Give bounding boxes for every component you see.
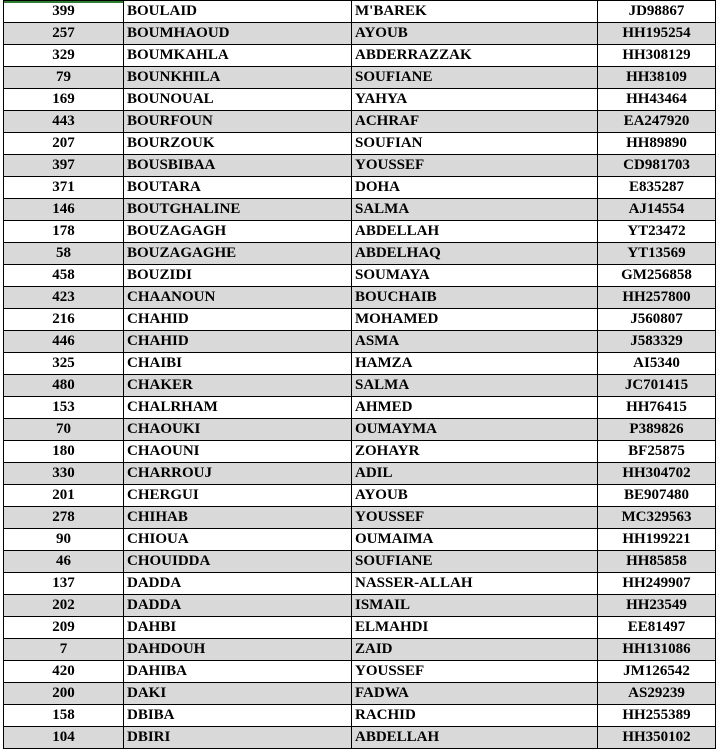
cell-number[interactable]: 330 bbox=[4, 463, 124, 485]
cell-first-name[interactable]: DOHA bbox=[352, 177, 598, 199]
cell-id-number[interactable]: EA247920 bbox=[598, 111, 716, 133]
cell-last-name[interactable]: CHAOUNI bbox=[124, 441, 352, 463]
cell-last-name[interactable]: DBIBA bbox=[124, 705, 352, 727]
cell-first-name[interactable]: ADIL bbox=[352, 463, 598, 485]
table-row bbox=[4, 221, 716, 243]
cell-first-name[interactable]: SOUFIANE bbox=[352, 551, 598, 573]
table-row bbox=[4, 177, 716, 199]
cell-id-number[interactable]: JM126542 bbox=[598, 661, 716, 683]
cell-id-number[interactable]: EE81497 bbox=[598, 617, 716, 639]
cell-number[interactable]: 207 bbox=[4, 133, 124, 155]
cell-number[interactable]: 257 bbox=[4, 23, 124, 45]
cell-first-name[interactable]: M'BAREK bbox=[352, 1, 598, 23]
table-row bbox=[4, 111, 716, 133]
cell-last-name[interactable]: BOUZIDI bbox=[124, 265, 352, 287]
table-row bbox=[4, 331, 716, 353]
cell-last-name[interactable]: BOUSBIBAA bbox=[124, 155, 352, 177]
cell-last-name[interactable]: BOUMKAHLA bbox=[124, 45, 352, 67]
cell-id-number[interactable]: JD98867 bbox=[598, 1, 716, 23]
cell-number[interactable]: 480 bbox=[4, 375, 124, 397]
cell-last-name[interactable]: DAHIBA bbox=[124, 661, 352, 683]
cell-number[interactable]: 397 bbox=[4, 155, 124, 177]
cell-number[interactable]: 146 bbox=[4, 199, 124, 221]
cell-id-number[interactable]: HH199221 bbox=[598, 529, 716, 551]
cell-id-number[interactable]: AJ14554 bbox=[598, 199, 716, 221]
table-row bbox=[4, 89, 716, 111]
cell-number[interactable]: 178 bbox=[4, 221, 124, 243]
table-row bbox=[4, 353, 716, 375]
table-row bbox=[4, 639, 716, 661]
cell-first-name[interactable]: YOUSSEF bbox=[352, 661, 598, 683]
cell-first-name[interactable]: YOUSSEF bbox=[352, 155, 598, 177]
table-row bbox=[4, 463, 716, 485]
cell-first-name[interactable]: YOUSSEF bbox=[352, 507, 598, 529]
cell-number[interactable]: 216 bbox=[4, 309, 124, 331]
table-row bbox=[4, 67, 716, 89]
cell-id-number[interactable]: HH85858 bbox=[598, 551, 716, 573]
cell-first-name[interactable]: ABDELLAH bbox=[352, 221, 598, 243]
cell-number[interactable]: 325 bbox=[4, 353, 124, 375]
table-row bbox=[4, 243, 716, 265]
cell-last-name[interactable]: BOURFOUN bbox=[124, 111, 352, 133]
candidates-table bbox=[3, 0, 716, 749]
cell-number[interactable]: 446 bbox=[4, 331, 124, 353]
cell-first-name[interactable]: ACHRAF bbox=[352, 111, 598, 133]
cell-first-name[interactable]: SALMA bbox=[352, 199, 598, 221]
cell-id-number[interactable]: HH257800 bbox=[598, 287, 716, 309]
cell-id-number[interactable]: MC329563 bbox=[598, 507, 716, 529]
cell-first-name[interactable]: ABDELHAQ bbox=[352, 243, 598, 265]
cell-last-name[interactable]: BOULAID bbox=[124, 1, 352, 23]
cell-id-number[interactable]: AI5340 bbox=[598, 353, 716, 375]
table-row bbox=[4, 507, 716, 529]
cell-last-name[interactable]: BOUMHAOUD bbox=[124, 23, 352, 45]
table-row bbox=[4, 133, 716, 155]
cell-id-number[interactable]: HH195254 bbox=[598, 23, 716, 45]
cell-last-name[interactable]: CHIOUA bbox=[124, 529, 352, 551]
table-row bbox=[4, 727, 716, 749]
cell-id-number[interactable]: HH255389 bbox=[598, 705, 716, 727]
cell-number[interactable]: 104 bbox=[4, 727, 124, 749]
table-row bbox=[4, 617, 716, 639]
cell-first-name[interactable]: HAMZA bbox=[352, 353, 598, 375]
cell-number[interactable]: 371 bbox=[4, 177, 124, 199]
cell-number[interactable]: 180 bbox=[4, 441, 124, 463]
table-row bbox=[4, 683, 716, 705]
cell-first-name[interactable]: SOUFIAN bbox=[352, 133, 598, 155]
cell-last-name[interactable]: CHARROUJ bbox=[124, 463, 352, 485]
table-row bbox=[4, 265, 716, 287]
cell-first-name[interactable]: FADWA bbox=[352, 683, 598, 705]
cell-first-name[interactable]: ELMAHDI bbox=[352, 617, 598, 639]
cell-first-name[interactable]: OUMAIMA bbox=[352, 529, 598, 551]
cell-last-name[interactable]: CHALRHAM bbox=[124, 397, 352, 419]
cell-first-name[interactable]: AHMED bbox=[352, 397, 598, 419]
cell-id-number[interactable]: E835287 bbox=[598, 177, 716, 199]
cell-id-number[interactable]: GM256858 bbox=[598, 265, 716, 287]
table-row bbox=[4, 551, 716, 573]
cell-first-name[interactable]: SOUFIANE bbox=[352, 67, 598, 89]
table-row bbox=[4, 595, 716, 617]
cell-number[interactable]: 209 bbox=[4, 617, 124, 639]
cell-first-name[interactable]: AYOUB bbox=[352, 23, 598, 45]
table-row bbox=[4, 1, 716, 23]
cell-first-name[interactable]: MOHAMED bbox=[352, 309, 598, 331]
cell-first-name[interactable]: ABDERRAZZAK bbox=[352, 45, 598, 67]
cell-id-number[interactable]: YT23472 bbox=[598, 221, 716, 243]
cell-number[interactable]: 202 bbox=[4, 595, 124, 617]
cell-last-name[interactable]: DBIRI bbox=[124, 727, 352, 749]
table-row bbox=[4, 485, 716, 507]
cell-id-number[interactable]: CD981703 bbox=[598, 155, 716, 177]
cell-id-number[interactable]: HH304702 bbox=[598, 463, 716, 485]
cell-first-name[interactable]: OUMAYMA bbox=[352, 419, 598, 441]
cell-number[interactable]: 458 bbox=[4, 265, 124, 287]
table-row bbox=[4, 397, 716, 419]
cell-number[interactable]: 7 bbox=[4, 639, 124, 661]
cell-number[interactable]: 278 bbox=[4, 507, 124, 529]
table-row bbox=[4, 287, 716, 309]
cell-id-number[interactable]: JC701415 bbox=[598, 375, 716, 397]
cell-last-name[interactable]: DAHBI bbox=[124, 617, 352, 639]
cell-first-name[interactable]: ZAID bbox=[352, 639, 598, 661]
cell-number[interactable]: 158 bbox=[4, 705, 124, 727]
cell-last-name[interactable]: DADDA bbox=[124, 595, 352, 617]
cell-first-name[interactable]: ASMA bbox=[352, 331, 598, 353]
table-row bbox=[4, 529, 716, 551]
cell-first-name[interactable]: ISMAIL bbox=[352, 595, 598, 617]
table-row bbox=[4, 375, 716, 397]
cell-last-name[interactable]: CHAOUKI bbox=[124, 419, 352, 441]
cell-last-name[interactable]: CHOUIDDA bbox=[124, 551, 352, 573]
cell-id-number[interactable]: HH23549 bbox=[598, 595, 716, 617]
cell-last-name[interactable]: CHIHAB bbox=[124, 507, 352, 529]
cell-id-number[interactable]: HH43464 bbox=[598, 89, 716, 111]
cell-number[interactable]: 443 bbox=[4, 111, 124, 133]
table-row bbox=[4, 705, 716, 727]
cell-number[interactable]: 329 bbox=[4, 45, 124, 67]
cell-last-name[interactable]: BOUZAGAGHE bbox=[124, 243, 352, 265]
cell-first-name[interactable]: NASSER-ALLAH bbox=[352, 573, 598, 595]
spreadsheet bbox=[3, 0, 715, 749]
cell-last-name[interactable]: CHAHID bbox=[124, 309, 352, 331]
table-row bbox=[4, 45, 716, 67]
table-row bbox=[4, 23, 716, 45]
cell-first-name[interactable]: ABDELLAH bbox=[352, 727, 598, 749]
cell-id-number[interactable]: HH38109 bbox=[598, 67, 716, 89]
cell-last-name[interactable]: BOURZOUK bbox=[124, 133, 352, 155]
table-row bbox=[4, 441, 716, 463]
cell-number[interactable]: 137 bbox=[4, 573, 124, 595]
cell-last-name[interactable]: BOUZAGAGH bbox=[124, 221, 352, 243]
table-row bbox=[4, 309, 716, 331]
cell-last-name[interactable]: DADDA bbox=[124, 573, 352, 595]
cell-number[interactable]: 46 bbox=[4, 551, 124, 573]
table-row bbox=[4, 199, 716, 221]
cell-last-name[interactable]: CHERGUI bbox=[124, 485, 352, 507]
cell-number[interactable]: 423 bbox=[4, 287, 124, 309]
cell-first-name[interactable]: SOUMAYA bbox=[352, 265, 598, 287]
cell-last-name[interactable]: DAHDOUH bbox=[124, 639, 352, 661]
cell-last-name[interactable]: BOUTARA bbox=[124, 177, 352, 199]
cell-first-name[interactable]: BOUCHAIB bbox=[352, 287, 598, 309]
cell-last-name[interactable]: CHAHID bbox=[124, 331, 352, 353]
cell-number[interactable]: 169 bbox=[4, 89, 124, 111]
cell-number[interactable]: 79 bbox=[4, 67, 124, 89]
cell-last-name[interactable]: BOUNOUAL bbox=[124, 89, 352, 111]
cell-first-name[interactable]: AYOUB bbox=[352, 485, 598, 507]
cell-number[interactable]: 90 bbox=[4, 529, 124, 551]
cell-id-number[interactable]: J583329 bbox=[598, 331, 716, 353]
cell-first-name[interactable]: RACHID bbox=[352, 705, 598, 727]
cell-id-number[interactable]: HH249907 bbox=[598, 573, 716, 595]
table-row bbox=[4, 155, 716, 177]
cell-first-name[interactable]: SALMA bbox=[352, 375, 598, 397]
table-row bbox=[4, 573, 716, 595]
cell-number[interactable]: 58 bbox=[4, 243, 124, 265]
cell-first-name[interactable]: YAHYA bbox=[352, 89, 598, 111]
cell-id-number[interactable]: YT13569 bbox=[598, 243, 716, 265]
cell-last-name[interactable]: BOUTGHALINE bbox=[124, 199, 352, 221]
table-row bbox=[4, 661, 716, 683]
cell-last-name[interactable]: DAKI bbox=[124, 683, 352, 705]
cell-id-number[interactable]: BF25875 bbox=[598, 441, 716, 463]
cell-id-number[interactable]: BE907480 bbox=[598, 485, 716, 507]
table-row bbox=[4, 419, 716, 441]
cell-id-number[interactable]: HH89890 bbox=[598, 133, 716, 155]
cell-number[interactable]: 153 bbox=[4, 397, 124, 419]
cell-id-number[interactable]: P389826 bbox=[598, 419, 716, 441]
cell-last-name[interactable]: CHAKER bbox=[124, 375, 352, 397]
cell-id-number[interactable]: HH350102 bbox=[598, 727, 716, 749]
cell-id-number[interactable]: J560807 bbox=[598, 309, 716, 331]
cell-number[interactable]: 201 bbox=[4, 485, 124, 507]
cell-number[interactable]: 420 bbox=[4, 661, 124, 683]
cell-last-name[interactable]: CHAIBI bbox=[124, 353, 352, 375]
cell-first-name[interactable]: ZOHAYR bbox=[352, 441, 598, 463]
cell-id-number[interactable]: HH76415 bbox=[598, 397, 716, 419]
cell-last-name[interactable]: BOUNKHILA bbox=[124, 67, 352, 89]
cell-id-number[interactable]: HH308129 bbox=[598, 45, 716, 67]
cell-id-number[interactable]: HH131086 bbox=[598, 639, 716, 661]
cell-last-name[interactable]: CHAANOUN bbox=[124, 287, 352, 309]
cell-number[interactable]: 399 bbox=[4, 1, 124, 23]
cell-id-number[interactable]: AS29239 bbox=[598, 683, 716, 705]
cell-number[interactable]: 70 bbox=[4, 419, 124, 441]
cell-number[interactable]: 200 bbox=[4, 683, 124, 705]
table-body bbox=[4, 1, 716, 749]
